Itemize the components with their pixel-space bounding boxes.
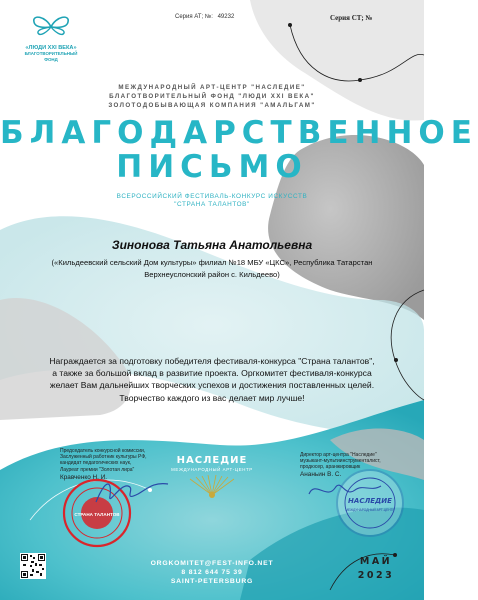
page-title-line1: БЛАГОДАРСТВЕННОЕ <box>0 115 478 151</box>
left-signature <box>92 472 172 512</box>
right-signatory-line3: продюсер, аранжировщик <box>300 464 361 471</box>
body-line3: желает Вам дальнейших творческих успехов и достижения поставленных целей. <box>49 380 375 390</box>
center-logo <box>162 455 262 497</box>
body-line2: а также за большой вклад в развитие проекта. Оргкомитет фестиваля-конкурса <box>52 368 372 378</box>
fund-logo-line2: БЛАГОТВОРИТЕЛЬНЫЙ <box>24 51 78 57</box>
left-signatory-line1: Председатель конкурсной комиссии, <box>60 448 146 454</box>
right-signatory-line2: музыкант-мультиинструменталист, <box>300 458 381 465</box>
right-stamp-subtitle: МЕЖДУНАРОДНЫЙ АРТ-ЦЕНТР <box>345 508 395 512</box>
right-signature <box>305 470 385 510</box>
issue-month: МАЙ <box>359 556 393 567</box>
fund-logo-line1: «ЛЮДИ XXI ВЕКА» <box>25 45 77 51</box>
recipient-name: Зинонова Татьяна Анатольевна <box>111 238 313 252</box>
festival-line1: ВСЕРОССИЙСКИЙ ФЕСТИВАЛЬ-КОНКУРС ИСКУССТВ <box>116 193 308 200</box>
right-signatory-line1: Директор арт-центра "Наследие" <box>300 452 377 458</box>
left-signatory-name: Кравченко Н. И. <box>60 473 108 481</box>
issue-year: 2023 <box>357 570 395 581</box>
series-at <box>175 14 234 20</box>
series-at-label: Серия АТ; №: <box>175 14 213 20</box>
fund-logo <box>22 14 80 62</box>
left-signatory-line4: Лауреат премии "Золотая лира" <box>60 466 135 473</box>
fund-logo-line3: ФОНД <box>44 56 58 62</box>
center-logo-name: НАСЛЕДИЕ <box>176 455 248 466</box>
body-line4: Творчество каждого из вас делает мир лучше! <box>119 393 305 403</box>
body-line1: Награждается за подготовку победителя фестиваля-конкурса "Страна талантов", <box>49 356 375 366</box>
butterfly-icon <box>22 14 80 40</box>
contact-city: SAINT-PETERSBURG <box>170 578 254 585</box>
recipient-affiliation-line2: Верхнеуслонский район с. Кильдеево) <box>144 270 280 279</box>
right-signatory-name: Ананьин В. С. <box>300 470 342 478</box>
recipient-affiliation-line1: («Кильдеевский сельский Дом культуры» филиал №18 МБУ «ЦКС», Республика Татарстан <box>51 258 373 267</box>
series-at-number: 49232 <box>217 14 235 20</box>
right-stamp-name: НАСЛЕДИЕ <box>348 497 392 505</box>
left-signatory-line2: Заслуженный работник культуры РФ, <box>60 454 147 461</box>
center-logo-subtitle: МЕЖДУНАРОДНЫЙ АРТ-ЦЕНТР <box>171 467 253 472</box>
left-stamp-text: СТРАНА ТАЛАНТОВ <box>74 512 120 517</box>
contact-phone: 8 812 644 75 39 <box>181 569 243 576</box>
series-st: Серия СТ; № <box>330 14 373 22</box>
organizer-3: ЗОЛОТОДОБЫВАЮЩАЯ КОМПАНИЯ "АМАЛЬГАМ" <box>108 102 316 109</box>
organizer-1: МЕЖДУНАРОДНЫЙ АРТ-ЦЕНТР "НАСЛЕДИЕ" <box>118 84 306 91</box>
festival-line2: "СТРАНА ТАЛАНТОВ" <box>174 201 250 208</box>
left-signatory-line3: кандидат педагогических наук, <box>60 460 132 467</box>
sunburst-icon <box>182 475 242 497</box>
page-title-line2: ПИСЬМО <box>116 149 308 185</box>
contact-email: ORGKOMITET@FEST-INFO.NET <box>150 560 274 567</box>
organizer-2: БЛАГОТВОРИТЕЛЬНЫЙ ФОНД "ЛЮДИ XXI ВЕКА" <box>109 93 315 100</box>
